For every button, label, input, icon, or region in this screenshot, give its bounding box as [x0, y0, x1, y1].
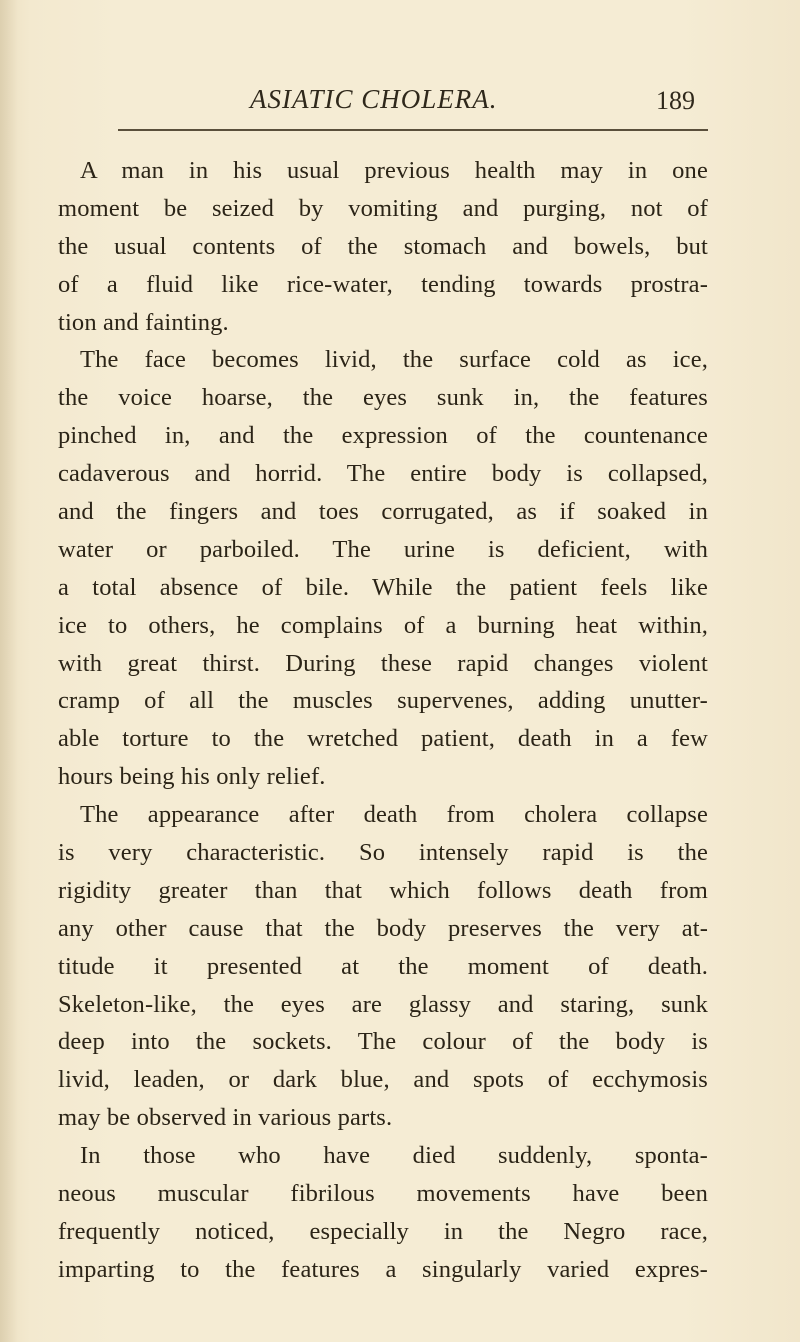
text-line: In those who have died suddenly, sponta-	[80, 1142, 708, 1170]
text-line: frequently noticed, especially in the Negro race,	[58, 1217, 708, 1245]
text-line: neous muscular fibrilous movements have been	[58, 1180, 708, 1208]
text-line: rigidity greater than that which follows death from	[58, 876, 708, 904]
text-line: the usual contents of the stomach and bowels, but	[58, 232, 708, 260]
text-line: water or parboiled. The urine is deficient, with	[58, 535, 708, 563]
header-rule	[118, 129, 708, 131]
text-line: Skeleton-like, the eyes are glassy and staring, sunk	[58, 990, 708, 1018]
text-line: The appearance after death from cholera collapse	[80, 801, 708, 829]
text-line: pinched in, and the expression of the countenance	[58, 422, 708, 450]
text-line: may be observed in various parts.	[58, 1104, 393, 1132]
text-line: titude it presented at the moment of death.	[58, 952, 708, 980]
running-title: ASIATIC CHOLERA.	[250, 84, 498, 114]
text-line: able torture to the wretched patient, death in a few	[58, 725, 708, 753]
text-line: and the fingers and toes corrugated, as if soaked in	[58, 498, 708, 526]
text-line: of a fluid like rice-water, tending towards prostra-	[58, 270, 708, 298]
text-line: imparting to the features a singularly varied expres-	[58, 1255, 708, 1283]
text-line: with great thirst. During these rapid changes violent	[58, 649, 708, 677]
page-number: 189	[656, 86, 695, 115]
body-text	[58, 152, 708, 1289]
text-line: The face becomes livid, the surface cold as ice,	[80, 346, 708, 374]
text-line: any other cause that the body preserves the very at-	[58, 914, 708, 942]
text-line: tion and fainting.	[58, 308, 229, 336]
text-line: is very characteristic. So intensely rapid is the	[58, 839, 708, 867]
text-line: a total absence of bile. While the patient feels like	[58, 573, 708, 601]
text-line: cadaverous and horrid. The entire body is collapsed,	[58, 460, 708, 488]
text-line: the voice hoarse, the eyes sunk in, the features	[58, 384, 708, 412]
running-head	[120, 84, 700, 120]
gutter-shadow	[0, 0, 18, 1342]
text-line: deep into the sockets. The colour of the body is	[58, 1028, 708, 1056]
text-line: moment be seized by vomiting and purging, not of	[58, 194, 708, 222]
text-line: cramp of all the muscles supervenes, adding unutter-	[58, 687, 708, 715]
text-line: livid, leaden, or dark blue, and spots of ecchymosis	[58, 1066, 708, 1094]
text-line: A man in his usual previous health may in one	[80, 157, 708, 184]
text-line: hours being his only relief.	[58, 763, 326, 791]
text-line: ice to others, he complains of a burning heat within,	[58, 611, 708, 639]
